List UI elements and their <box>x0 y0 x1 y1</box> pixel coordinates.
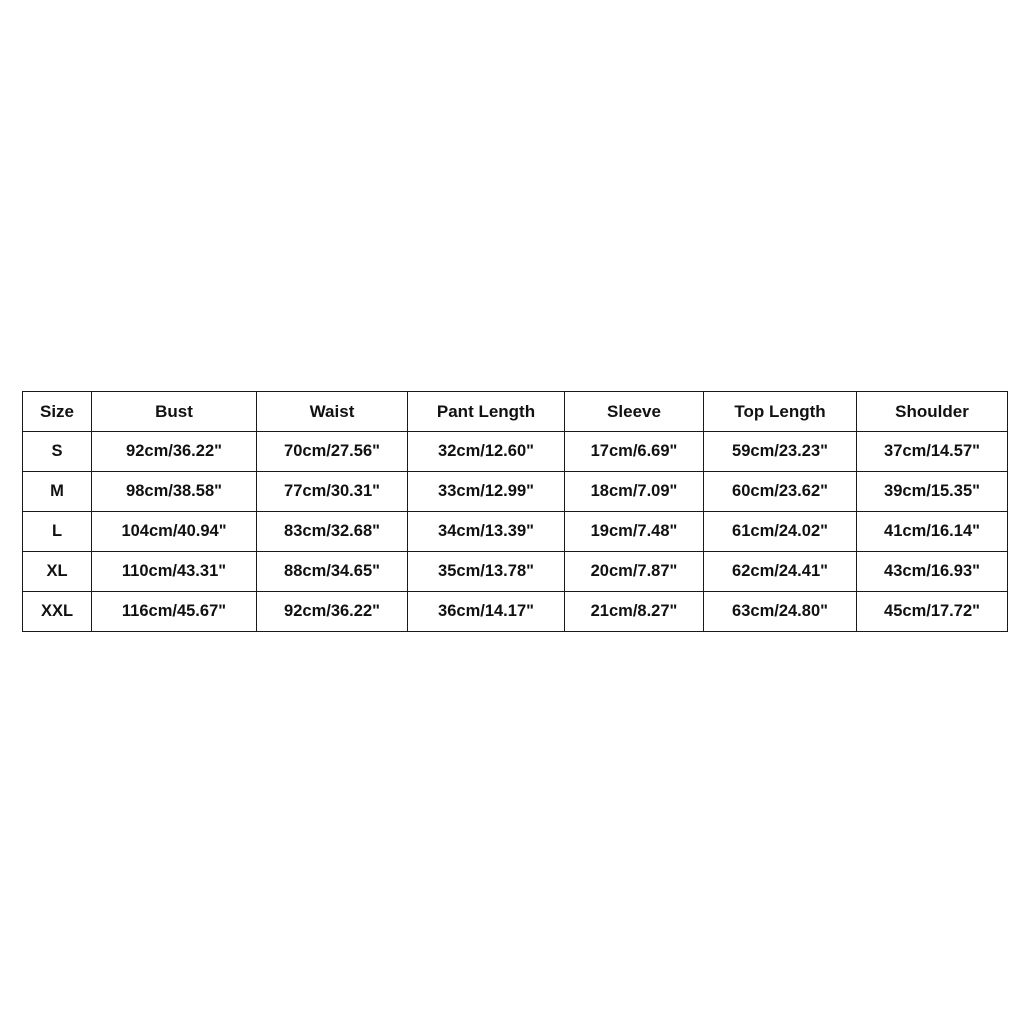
cell-pant-length: 36cm/14.17" <box>408 592 565 632</box>
cell-top-length: 62cm/24.41" <box>704 552 857 592</box>
cell-size: M <box>23 472 92 512</box>
cell-waist: 83cm/32.68" <box>257 512 408 552</box>
cell-size: L <box>23 512 92 552</box>
cell-bust: 104cm/40.94" <box>92 512 257 552</box>
cell-sleeve: 19cm/7.48" <box>565 512 704 552</box>
table-row <box>23 592 1008 632</box>
cell-sleeve: 20cm/7.87" <box>565 552 704 592</box>
cell-size: XL <box>23 552 92 592</box>
cell-size: XXL <box>23 592 92 632</box>
cell-pant-length: 34cm/13.39" <box>408 512 565 552</box>
header-row <box>23 392 1008 432</box>
cell-top-length: 61cm/24.02" <box>704 512 857 552</box>
cell-shoulder: 43cm/16.93" <box>857 552 1008 592</box>
cell-top-length: 60cm/23.62" <box>704 472 857 512</box>
cell-bust: 92cm/36.22" <box>92 432 257 472</box>
header-pant-length: Pant Length <box>408 392 565 432</box>
cell-waist: 88cm/34.65" <box>257 552 408 592</box>
cell-sleeve: 17cm/6.69" <box>565 432 704 472</box>
cell-size: S <box>23 432 92 472</box>
cell-top-length: 59cm/23.23" <box>704 432 857 472</box>
cell-bust: 116cm/45.67" <box>92 592 257 632</box>
cell-bust: 98cm/38.58" <box>92 472 257 512</box>
cell-bust: 110cm/43.31" <box>92 552 257 592</box>
cell-waist: 92cm/36.22" <box>257 592 408 632</box>
cell-pant-length: 32cm/12.60" <box>408 432 565 472</box>
cell-sleeve: 18cm/7.09" <box>565 472 704 512</box>
cell-shoulder: 41cm/16.14" <box>857 512 1008 552</box>
cell-waist: 77cm/30.31" <box>257 472 408 512</box>
cell-waist: 70cm/27.56" <box>257 432 408 472</box>
table-row <box>23 552 1008 592</box>
cell-top-length: 63cm/24.80" <box>704 592 857 632</box>
table-row <box>23 472 1008 512</box>
header-top-length: Top Length <box>704 392 857 432</box>
cell-shoulder: 45cm/17.72" <box>857 592 1008 632</box>
header-bust: Bust <box>92 392 257 432</box>
cell-shoulder: 37cm/14.57" <box>857 432 1008 472</box>
size-chart-table <box>22 391 1008 632</box>
cell-shoulder: 39cm/15.35" <box>857 472 1008 512</box>
header-waist: Waist <box>257 392 408 432</box>
header-size: Size <box>23 392 92 432</box>
cell-pant-length: 33cm/12.99" <box>408 472 565 512</box>
header-shoulder: Shoulder <box>857 392 1008 432</box>
table-row <box>23 432 1008 472</box>
header-sleeve: Sleeve <box>565 392 704 432</box>
table-row <box>23 512 1008 552</box>
cell-sleeve: 21cm/8.27" <box>565 592 704 632</box>
cell-pant-length: 35cm/13.78" <box>408 552 565 592</box>
